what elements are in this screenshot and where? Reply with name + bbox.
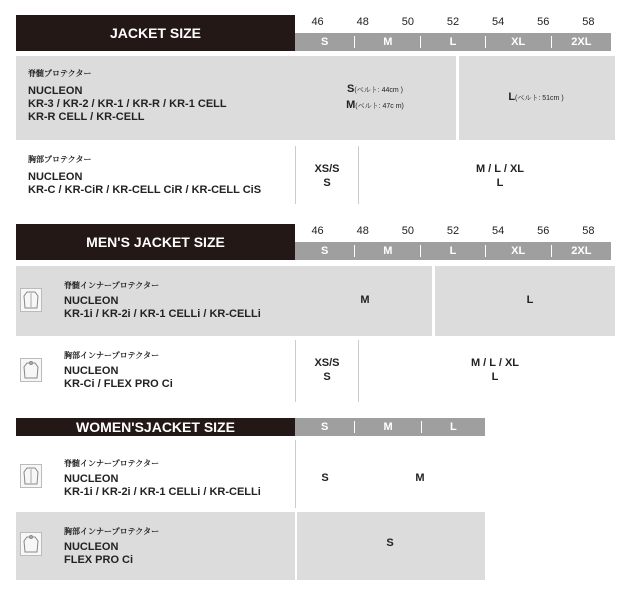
back-protector-icon [20, 288, 42, 312]
womens-back-value-b [400, 471, 440, 485]
size-letter: L [420, 36, 484, 48]
cell-divider [295, 512, 297, 580]
size-value: L [491, 371, 499, 383]
mens-row-chest-label [64, 350, 173, 391]
cell-divider [432, 266, 435, 336]
protector-models: KR-C / KR-CiR / KR-CELL CiR / KR-CELL CiS [28, 184, 262, 196]
size-letter: S [320, 245, 329, 257]
size-number: 48 [356, 16, 369, 28]
mens-chest-value-b [425, 356, 565, 384]
size-note: (ベルト: 47c m) [355, 103, 404, 110]
mens-number-row [295, 225, 611, 241]
size-number: 50 [401, 225, 414, 237]
protector-caption: 脊髄インナープロテクター [64, 459, 160, 468]
protector-caption: 脊髄インナープロテクター [64, 281, 160, 290]
size-letter: 2XL [551, 36, 611, 48]
mens-row-back-label [64, 280, 261, 321]
jacket-back-value-l [460, 90, 612, 106]
mens-back-value-a [340, 293, 390, 307]
size-value: L [526, 294, 534, 306]
protector-models: KR-R CELL / KR-CELL [28, 111, 145, 123]
womens-size-header [16, 418, 295, 436]
size-letter: XL [485, 36, 551, 48]
size-value: S [347, 83, 355, 95]
mens-size-header [16, 224, 295, 260]
cell-divider [295, 146, 296, 204]
protector-models: FLEX PRO Ci [64, 554, 134, 566]
jacket-size-letter-row [295, 33, 611, 51]
protector-models: KR-1i / KR-2i / KR-1 CELLi / KR-CELLi [64, 308, 261, 320]
size-letter: M [354, 421, 420, 433]
size-letter: L [421, 421, 485, 433]
jacket-chest-value-a [300, 162, 354, 190]
size-value: M / L / XL [475, 163, 525, 175]
cell-divider [295, 440, 296, 508]
size-value: S [321, 472, 329, 484]
size-value: M [346, 99, 356, 111]
jacket-size-header [16, 15, 295, 51]
back-protector-icon [20, 464, 42, 488]
cell-divider [456, 56, 459, 140]
size-letter: S [320, 36, 329, 48]
protector-caption: 脊髄プロテクター [28, 69, 92, 78]
protector-name: NUCLEON [64, 295, 119, 307]
size-value: S [323, 177, 331, 189]
womens-size-letter-row [295, 418, 485, 436]
jacket-size-title: JACKET SIZE [109, 25, 201, 41]
womens-back-value-a [305, 471, 345, 485]
cell-divider [358, 340, 359, 402]
cell-divider [358, 146, 359, 204]
jacket-row-chest-label [28, 154, 261, 197]
jacket-row-back-label [28, 68, 227, 124]
size-value: M [415, 472, 425, 484]
protector-caption: 胸部プロテクター [28, 155, 92, 164]
mens-size-title: MEN'S JACKET SIZE [86, 234, 225, 250]
size-value: M / L / XL [470, 357, 520, 369]
size-number: 56 [537, 16, 550, 28]
size-value: XS/S [314, 357, 340, 369]
size-letter: L [420, 245, 484, 257]
protector-name: NUCLEON [28, 171, 83, 183]
size-letter: S [321, 421, 329, 433]
size-value: M [360, 294, 370, 306]
size-number: 58 [582, 225, 595, 237]
size-value: L [496, 177, 504, 189]
size-note: (ベルト: 51cm ) [515, 95, 564, 102]
size-number: 54 [492, 16, 505, 28]
size-letter: M [354, 245, 420, 257]
size-value: L [508, 91, 516, 103]
cell-divider [295, 340, 296, 402]
size-number: 46 [311, 16, 324, 28]
protector-models: KR-Ci / FLEX PRO Ci [64, 378, 173, 390]
mens-chest-value-a [300, 356, 354, 384]
size-value: XS/S [314, 163, 340, 175]
womens-size-title: WOMEN'SJACKET SIZE [76, 419, 235, 435]
size-value: S [386, 537, 394, 549]
size-note: (ベルト: 44cm ) [354, 87, 403, 94]
protector-models: KR-1i / KR-2i / KR-1 CELLi / KR-CELLi [64, 486, 261, 498]
womens-chest-value [370, 536, 410, 550]
size-number: 56 [537, 225, 550, 237]
size-number: 58 [582, 16, 595, 28]
protector-name: NUCLEON [28, 85, 83, 97]
size-letter: XL [485, 245, 551, 257]
size-letter: M [354, 36, 420, 48]
chest-protector-icon [20, 532, 42, 556]
size-number: 52 [446, 16, 460, 28]
womens-row-back-label [64, 458, 261, 499]
size-number: 46 [311, 225, 324, 237]
protector-caption: 胸部インナープロテクター [64, 351, 160, 360]
size-number: 52 [446, 225, 460, 237]
jacket-number-row [295, 16, 611, 32]
womens-row-chest-label [64, 526, 159, 567]
protector-models: KR-3 / KR-2 / KR-1 / KR-R / KR-1 CELL [28, 98, 227, 110]
protector-caption: 胸部インナープロテクター [64, 527, 160, 536]
jacket-back-value-sm [300, 82, 450, 114]
size-number: 54 [492, 225, 505, 237]
protector-name: NUCLEON [64, 541, 119, 553]
jacket-chest-value-b [430, 162, 570, 190]
size-letter: 2XL [551, 245, 611, 257]
mens-size-letter-row [295, 242, 611, 260]
size-number: 50 [401, 16, 414, 28]
protector-name: NUCLEON [64, 365, 119, 377]
protector-name: NUCLEON [64, 473, 119, 485]
chest-protector-icon [20, 358, 42, 382]
size-number: 48 [356, 225, 369, 237]
size-value: S [323, 371, 331, 383]
mens-back-value-b [505, 293, 555, 307]
